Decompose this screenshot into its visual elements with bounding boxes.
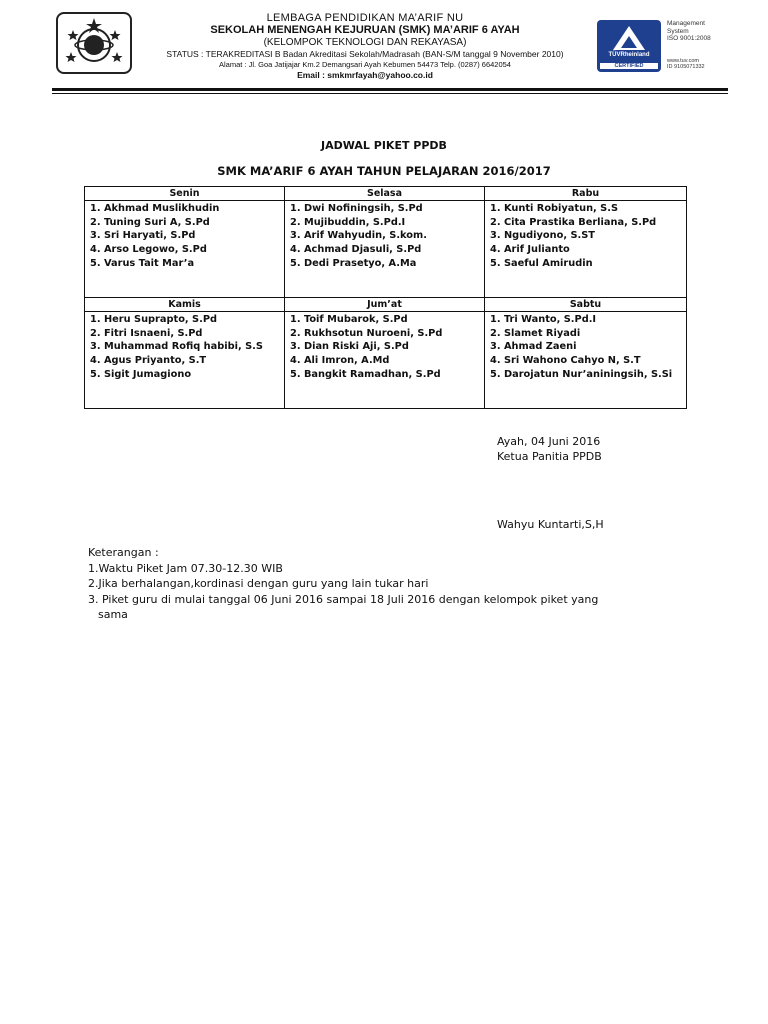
staff-name: 2. Tuning Suri A, S.Pd <box>90 216 210 228</box>
duty-row <box>85 312 687 409</box>
duty-cell <box>85 201 285 298</box>
staff-list <box>290 313 479 382</box>
staff-name: 1. Akhmad Muslikhudin <box>90 203 220 214</box>
staff-name: 4. Sri Wahono Cahyo N, S.T <box>490 355 641 367</box>
staff-name: 3. Ahmad Zaeni <box>490 341 577 353</box>
staff-name: 5. Varus Tait Mar’a <box>90 257 195 269</box>
staff-name: 4. Arso Legowo, S.Pd <box>90 244 207 256</box>
accreditation-status: STATUS : TERAKREDITASI B Badan Akreditasi Sekolah/Madrasah (BAN-S/M tanggal 9 November 2010) <box>166 49 564 59</box>
day-header-row <box>85 187 687 201</box>
school-group: (KELOMPOK TEKNOLOGI DAN REKAYASA) <box>263 37 467 48</box>
letterhead <box>0 0 768 95</box>
staff-list <box>290 202 479 271</box>
duty-row <box>85 201 687 298</box>
staff-name: 4. Agus Priyanto, S.T <box>90 355 207 367</box>
school-logo <box>56 12 132 74</box>
staff-list <box>490 313 681 382</box>
school-email: Email : smkmrfayah@yahoo.co.id <box>297 70 433 80</box>
day-header: Rabu <box>485 187 687 201</box>
notes-heading: Keterangan : <box>88 546 159 559</box>
staff-name: 3. Sri Haryati, S.Pd <box>90 230 196 242</box>
staff-name: 2. Cita Prastika Berliana, S.Pd <box>490 216 657 228</box>
day-header: Jum’at <box>285 298 485 312</box>
staff-list <box>90 202 279 271</box>
staff-name: 2. Rukhsotun Nuroeni, S.Pd <box>290 327 443 339</box>
signature-name: Wahyu Kuntarti,S,H <box>497 518 604 531</box>
staff-name: 1. Tri Wanto, S.Pd.I <box>490 314 597 325</box>
day-header: Selasa <box>285 187 485 201</box>
staff-name: 1. Dwi Nofiningsih, S.Pd <box>290 203 423 214</box>
staff-name: 1. Heru Suprapto, S.Pd <box>90 314 218 325</box>
staff-name: 5. Saeful Amirudin <box>490 257 593 269</box>
nu-emblem-icon <box>61 16 127 70</box>
staff-name: 2. Mujibuddin, S.Pd.I <box>290 216 406 228</box>
document-subtitle: SMK MA’ARIF 6 AYAH TAHUN PELAJARAN 2016/2017 <box>217 164 551 178</box>
staff-name: 1. Kunti Robiyatun, S.S <box>490 203 619 214</box>
cert-id: ID 9105071332 <box>667 64 705 70</box>
staff-name: 2. Slamet Riyadi <box>490 327 581 339</box>
duty-schedule-table <box>84 186 687 409</box>
staff-list <box>490 202 681 271</box>
school-name: SEKOLAH MENENGAH KEJURUAN (SMK) MA’ARIF 6 AYAH <box>210 24 520 36</box>
staff-name: 3. Muhammad Rofiq habibi, S.S <box>90 341 263 353</box>
cert-footer <box>667 58 705 70</box>
staff-name: 5. Darojatun Nur’aniningsih, S.Si <box>490 368 673 380</box>
note-item: 3. Piket guru di mulai tanggal 06 Juni 2016 sampai 18 Juli 2016 dengan kelompok piket yang <box>88 592 599 606</box>
notes-section <box>88 545 688 623</box>
duty-cell <box>85 312 285 409</box>
duty-cell <box>485 312 687 409</box>
day-header: Kamis <box>85 298 285 312</box>
cert-web: www.tuv.com <box>667 58 699 64</box>
staff-name: 4. Ali Imron, A.Md <box>290 355 390 367</box>
document-title: JADWAL PIKET PPDB <box>321 139 447 152</box>
org-name: LEMBAGA PENDIDIKAN MA’ARIF NU <box>266 12 464 24</box>
staff-name: 2. Fitri Isnaeni, S.Pd <box>90 327 203 339</box>
duty-cell <box>285 312 485 409</box>
staff-name: 5. Dedi Prasetyo, A.Ma <box>290 257 417 269</box>
day-header: Sabtu <box>485 298 687 312</box>
note-item: 1.Waktu Piket Jam 07.30-12.30 WIB <box>88 561 283 575</box>
letterhead-rule-thin <box>52 93 728 94</box>
cert-brand: TÜVRheinland <box>608 52 650 58</box>
staff-name: 3. Arif Wahyudin, S.kom. <box>290 230 427 242</box>
staff-name: 3. Ngudiyono, S.ST <box>490 230 595 242</box>
cert-label: CERTIFIED <box>600 63 658 69</box>
duty-cell <box>485 201 687 298</box>
signature-role: Ketua Panitia PPDB <box>497 450 602 463</box>
staff-name: 4. Achmad Djasuli, S.Pd <box>290 244 422 256</box>
cert-system: Management System <box>667 20 705 35</box>
signature-place-date: Ayah, 04 Juni 2016 <box>497 435 601 448</box>
cert-details <box>667 20 725 70</box>
letterhead-rule-thick <box>52 88 728 91</box>
staff-name: 5. Sigit Jumagiono <box>90 368 192 380</box>
staff-list <box>90 313 279 382</box>
staff-name: 4. Arif Julianto <box>490 244 570 256</box>
note-item: 2.Jika berhalangan,kordinasi dengan guru yang lain tukar hari <box>88 577 429 590</box>
note-item-continuation: sama <box>98 608 128 621</box>
tuv-logo-icon <box>597 20 661 72</box>
staff-name: 1. Toif Mubarok, S.Pd <box>290 314 408 325</box>
duty-cell <box>285 201 485 298</box>
cert-iso: ISO 9001:2008 <box>667 35 711 42</box>
staff-name: 3. Dian Riski Aji, S.Pd <box>290 341 409 353</box>
day-header: Senin <box>85 187 285 201</box>
school-address: Alamat : Jl. Goa Jatijajar Km.2 Demangsari Ayah Kebumen 54473 Telp. (0287) 6642054 <box>219 60 511 69</box>
certification-badge <box>597 20 725 72</box>
staff-name: 5. Bangkit Ramadhan, S.Pd <box>290 368 441 380</box>
day-header-row <box>85 298 687 312</box>
